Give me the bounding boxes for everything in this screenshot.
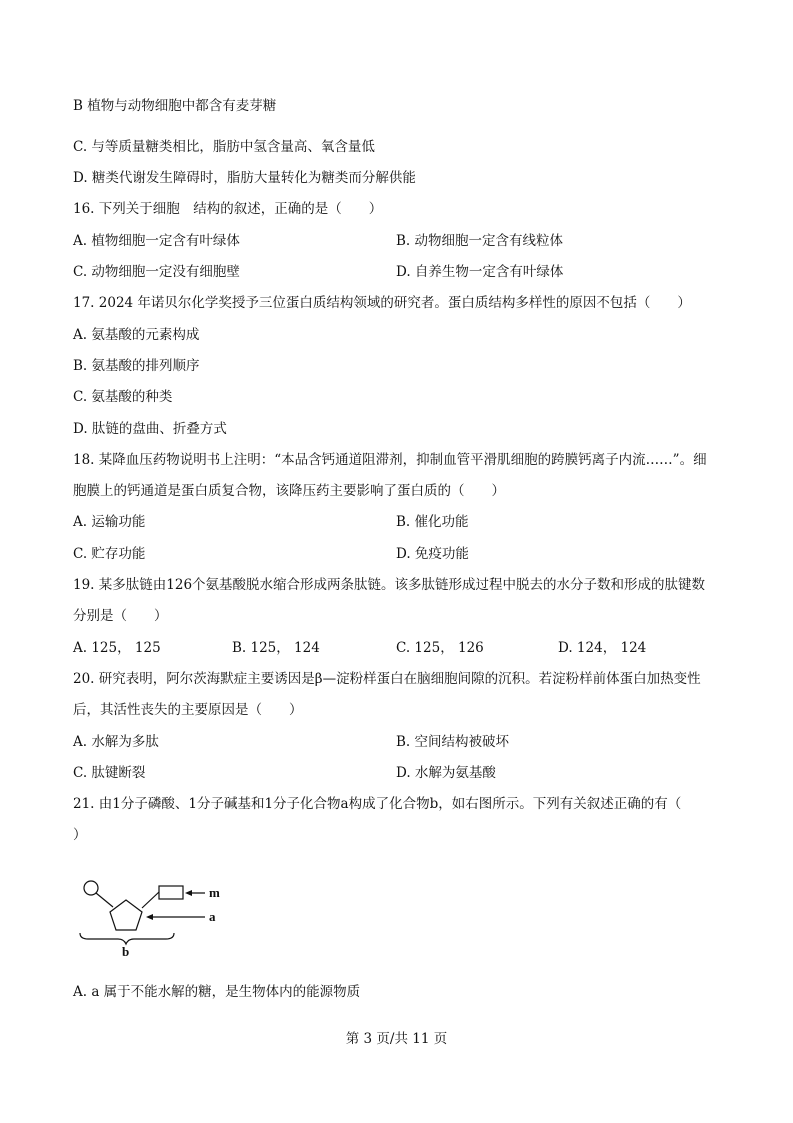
label-m: m <box>209 885 220 900</box>
question-20-line1: 20. 研究表明，阿尔茨海默症主要诱因是β—淀粉样蛋白在脑细胞间隙的沉积。若淀粉样前体蛋白加热变性 <box>73 671 701 687</box>
option-21a: A. a 属于不能水解的糖，是生物体内的能源物质 <box>73 984 361 1000</box>
question-21-line2: ） <box>73 827 87 843</box>
question-19-line1: 19. 某多肽链由126个氨基酸脱水缩合形成两条肽链。该多肽链形成过程中脱去的水分子数和形成的肽键数 <box>73 577 706 593</box>
option-20c: C. 肽键断裂 <box>73 765 146 781</box>
option-15c: C. 与等质量糖类相比，脂肪中氢含量高、氧含量低 <box>73 139 375 155</box>
base-bond <box>142 892 159 908</box>
option-17b: B. 氨基酸的排列顺序 <box>73 358 200 374</box>
option-16b: B. 动物细胞一定含有线粒体 <box>396 233 564 249</box>
option-18c: C. 贮存功能 <box>73 546 146 562</box>
option-17c: C. 氨基酸的种类 <box>73 389 173 405</box>
option-15b: B 植物与动物细胞中都含有麦芽糖 <box>73 98 277 114</box>
question-16: 16. 下列关于细胞 结构的叙述，正确的是（ ） <box>73 201 383 217</box>
option-16c: C. 动物细胞一定没有细胞壁 <box>73 264 240 280</box>
phosphate-circle <box>84 881 98 895</box>
pentose-ring <box>110 900 142 930</box>
base-rect <box>159 886 183 899</box>
nucleotide-diagram <box>78 878 228 958</box>
option-19c: C. 125， 126 <box>396 640 484 656</box>
option-18d: D. 免疫功能 <box>396 546 469 562</box>
option-20d: D. 水解为氨基酸 <box>396 765 496 781</box>
option-18a: A. 运输功能 <box>73 514 146 530</box>
phosphate-bond <box>96 893 113 907</box>
question-20-line2: 后，其活性丧失的主要原因是（ ） <box>73 702 303 718</box>
question-18-line2: 胞膜上的钙通道是蛋白质复合物，该降压药主要影响了蛋白质的（ ） <box>73 483 505 499</box>
option-19d: D. 124， 124 <box>558 640 647 656</box>
question-17: 17. 2024 年诺贝尔化学奖授予三位蛋白质结构领域的研究者。蛋白质结构多样性的原因不包括（ ） <box>73 295 691 311</box>
question-19-line2: 分别是（ ） <box>73 608 168 624</box>
option-15d: D. 糖类代谢发生障碍时，脂肪大量转化为糖类而分解供能 <box>73 170 416 186</box>
label-a: a <box>209 909 216 924</box>
option-19a: A. 125， 125 <box>73 640 161 656</box>
page-footer: 第 3 页/共 11 页 <box>345 1031 448 1047</box>
option-19b: B. 125， 124 <box>232 640 320 656</box>
bracket-b <box>80 933 174 944</box>
question-21-line1: 21. 由1分子磷酸、1分子碱基和1分子化合物a构成了化合物b，如右图所示。下列有关叙述正确的有（ <box>73 796 682 812</box>
option-16a: A. 植物细胞一定含有叶绿体 <box>73 233 240 249</box>
question-18-line1: 18. 某降血压药物说明书上注明：“本品含钙通道阻滞剂，抑制血管平滑肌细胞的跨膜钙离子内流……”。细 <box>73 452 707 468</box>
option-18b: B. 催化功能 <box>396 514 469 530</box>
option-20a: A. 水解为多肽 <box>73 734 159 750</box>
option-20b: B. 空间结构被破坏 <box>396 734 510 750</box>
arrow-m-head <box>185 890 192 896</box>
option-17d: D. 肽链的盘曲、折叠方式 <box>73 421 227 437</box>
arrow-a-head <box>146 914 153 920</box>
option-16d: D. 自养生物一定含有叶绿体 <box>396 264 564 280</box>
label-b: b <box>122 944 130 958</box>
option-17a: A. 氨基酸的元素构成 <box>73 327 200 343</box>
